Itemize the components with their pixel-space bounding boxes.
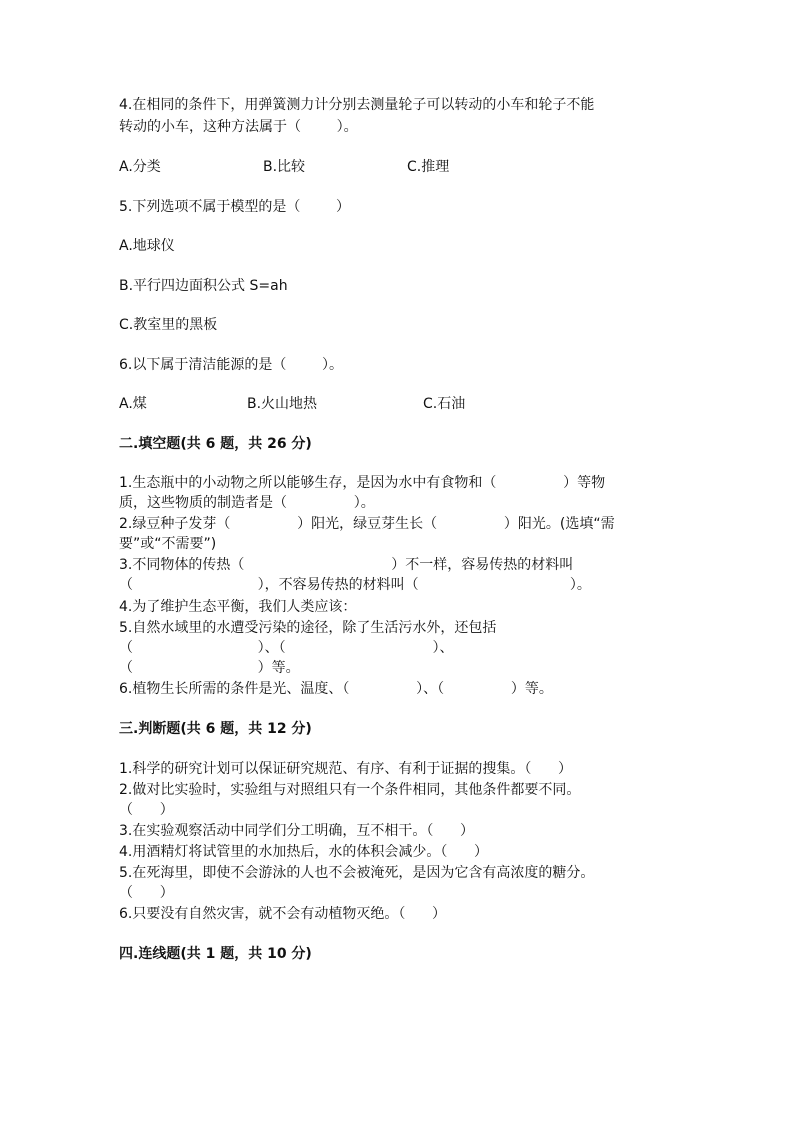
fill-q6-line1: 6.植物生长所需的条件是光、温度、（ ）、（ ）等。 xyxy=(119,681,553,697)
mc-q6-option-c: C.石油 xyxy=(423,396,466,412)
fill-q1-line2: 质，这些物质的制造者是（ ）。 xyxy=(119,495,375,511)
mc-q4-stem-line2: 转动的小车，这种方法属于（ ）。 xyxy=(119,119,358,135)
mc-q5-stem: 5.下列选项不属于模型的是（ ） xyxy=(119,199,350,215)
mc-q5-option-b: B.平行四边面积公式 S=ah xyxy=(119,278,288,294)
mc-q4-stem-line1: 4.在相同的条件下，用弹簧测力计分别去测量轮子可以转动的小车和轮子不能 xyxy=(119,97,595,113)
judge-q5-line1: 5.在死海里，即使不会游泳的人也不会被淹死，是因为它含有高浓度的糖分。 xyxy=(119,865,595,881)
fill-q5-line1: 5.自然水域里的水遭受污染的途径，除了生活污水外，还包括 xyxy=(119,620,497,636)
mc-q4-option-a: A.分类 xyxy=(119,159,161,175)
mc-q4-option-b: B.比较 xyxy=(263,159,306,175)
fill-q5-line2: （ ）、（ ）、 xyxy=(119,640,454,656)
mc-q6-option-a: A.煤 xyxy=(119,396,147,412)
fill-q2-line1: 2.绿豆种子发芽（ ）阳光，绿豆芽生长（ ）阳光。(选填“需 xyxy=(119,516,615,532)
judge-q2-line1: 2.做对比实验时，实验组与对照组只有一个条件相同，其他条件都要不同。 xyxy=(119,782,581,798)
mc-q5-option-a: A.地球仪 xyxy=(119,238,175,254)
judge-section-heading: 三.判断题(共 6 题，共 12 分) xyxy=(119,721,312,737)
fill-q4-line1: 4.为了维护生态平衡，我们人类应该： xyxy=(119,599,357,615)
judge-q6-line1: 6.只要没有自然灾害，就不会有动植物灭绝。（ ） xyxy=(119,906,447,922)
judge-q5-line2: （ ） xyxy=(119,885,174,901)
mc-q4-option-c: C.推理 xyxy=(407,159,450,175)
fill-q3-line1: 3.不同物体的传热（ ）不一样，容易传热的材料叫 xyxy=(119,557,574,573)
mc-q6-option-b: B.火山地热 xyxy=(247,396,318,412)
judge-q4-line1: 4.用酒精灯将试管里的水加热后，水的体积会减少。（ ） xyxy=(119,844,489,860)
fill-section-heading: 二.填空题(共 6 题，共 26 分) xyxy=(119,436,312,452)
judge-q3-line1: 3.在实验观察活动中同学们分工明确，互不相干。（ ） xyxy=(119,823,475,839)
fill-q5-line3: （ ）等。 xyxy=(119,660,300,676)
fill-q2-line2: 要”或“不需要”) xyxy=(119,536,217,552)
fill-q1-line1: 1.生态瓶中的小动物之所以能够生存，是因为水中有食物和（ ）等物 xyxy=(119,475,606,491)
mc-q5-option-c: C.教室里的黑板 xyxy=(119,317,218,333)
match-section-heading: 四.连线题(共 1 题，共 10 分) xyxy=(119,946,312,962)
judge-q2-line2: （ ） xyxy=(119,802,174,818)
judge-q1-line1: 1.科学的研究计划可以保证研究规范、有序、有利于证据的搜集。（ ） xyxy=(119,761,573,777)
fill-q3-line2: （ ），不容易传热的材料叫（ ）。 xyxy=(119,577,591,593)
mc-q6-stem: 6.以下属于清洁能源的是（ ）。 xyxy=(119,357,343,373)
